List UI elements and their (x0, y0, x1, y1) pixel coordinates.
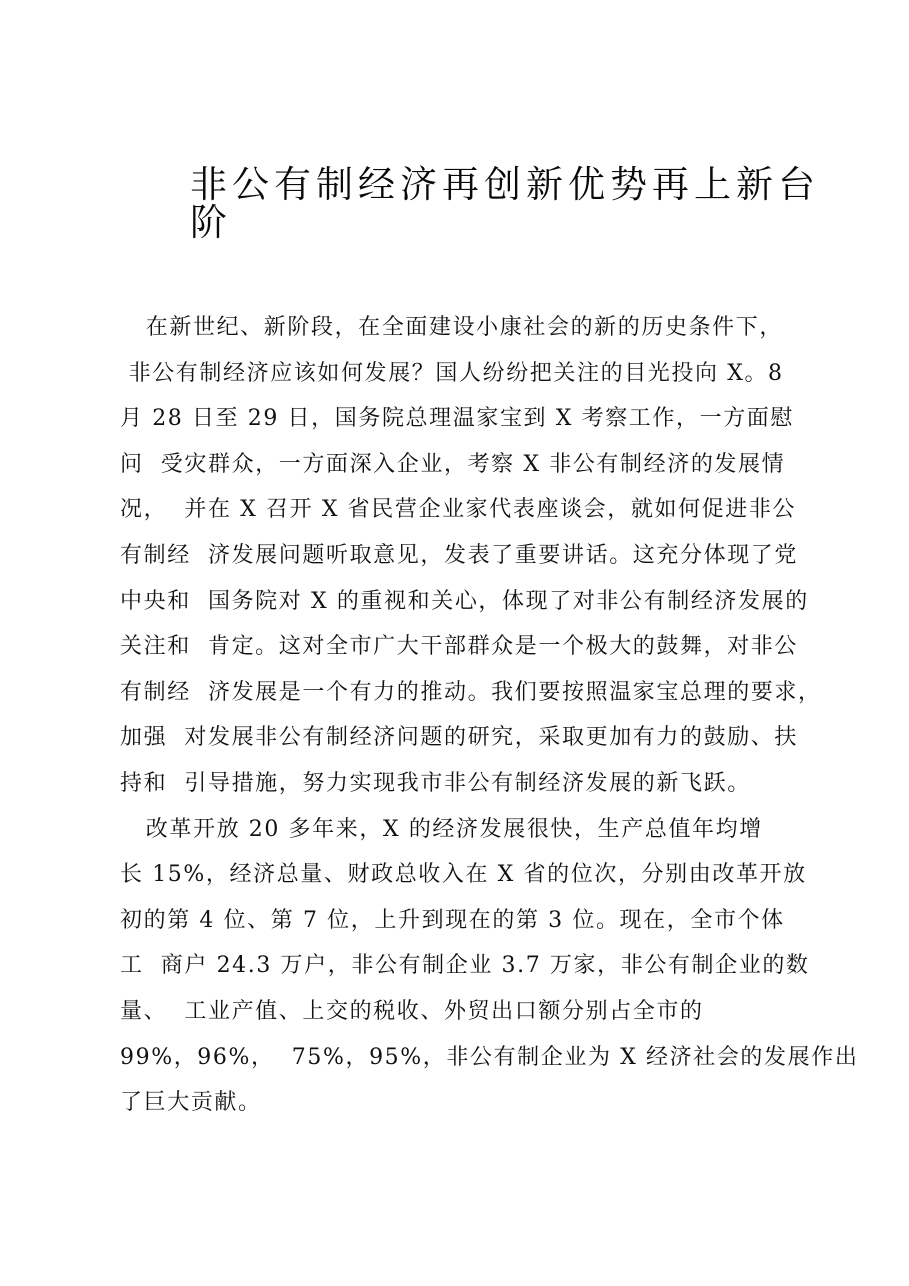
text-line: 量、 工业产值、上交的税收、外贸出口额分别占全市的 (120, 998, 704, 1024)
text-line: 有制经 济发展是一个有力的推动。我们要按照温家宝总理的要求， (120, 679, 822, 705)
text-line: 非公有制经济应该如何发展？国人纷纷把关注的目光投向 X。8 (120, 360, 784, 386)
text-line: 加强 对发展非公有制经济问题的研究，采取更加有力的鼓励、扶 (120, 725, 798, 751)
text-line: 99%，96%， 75%，95%，非公有制企业为 X 经济社会的发展作出 (120, 1044, 859, 1070)
text-line: 况， 并在 X 召开 X 省民营企业家代表座谈会，就如何促进非公 (120, 497, 797, 523)
text-line: 初的第 4 位、第 7 位，上升到现在的第 3 位。现在，全市个体 (120, 907, 785, 933)
document-body (120, 305, 859, 1126)
text-line: 改革开放 20 多年来，X 的经济发展很快，生产总值年均增 (120, 816, 763, 842)
text-line: 持和 引导措施，努力实现我市非公有制经济发展的新飞跃。 (120, 770, 751, 796)
title-line: 非公有制经济再创新优势再上新台 (190, 163, 820, 206)
text-line: 问 受灾群众，一方面深入企业，考察 X 非公有制经济的发展情 (120, 451, 786, 477)
title-line: 阶 (190, 201, 232, 244)
paragraph-2 (120, 807, 859, 1126)
text-line: 中央和 国务院对 X 的重视和关心，体现了对非公有制经济发展的 (120, 588, 809, 614)
text-line: 工 商户 24.3 万户，非公有制企业 3.7 万家，非公有制企业的数 (120, 953, 810, 979)
text-line: 关注和 肯定。这对全市广大干部群众是一个极大的鼓舞，对非公 (120, 634, 798, 660)
text-line: 了巨大贡献。 (120, 1090, 262, 1116)
text-line: 长 15%，经济总量、财政总收入在 X 省的位次，分别由改革开放 (120, 862, 807, 888)
text-line: 月 28 日至 29 日，国务院总理温家宝到 X 考察工作，一方面慰 (120, 406, 795, 432)
paragraph-1 (120, 305, 840, 807)
text-line: 有制经 济发展问题听取意见，发表了重要讲话。这充分体现了党 (120, 542, 798, 568)
text-line: 在新世纪、新阶段，在全面建设小康社会的新的历史条件下， (120, 315, 783, 340)
document-title (190, 163, 850, 244)
